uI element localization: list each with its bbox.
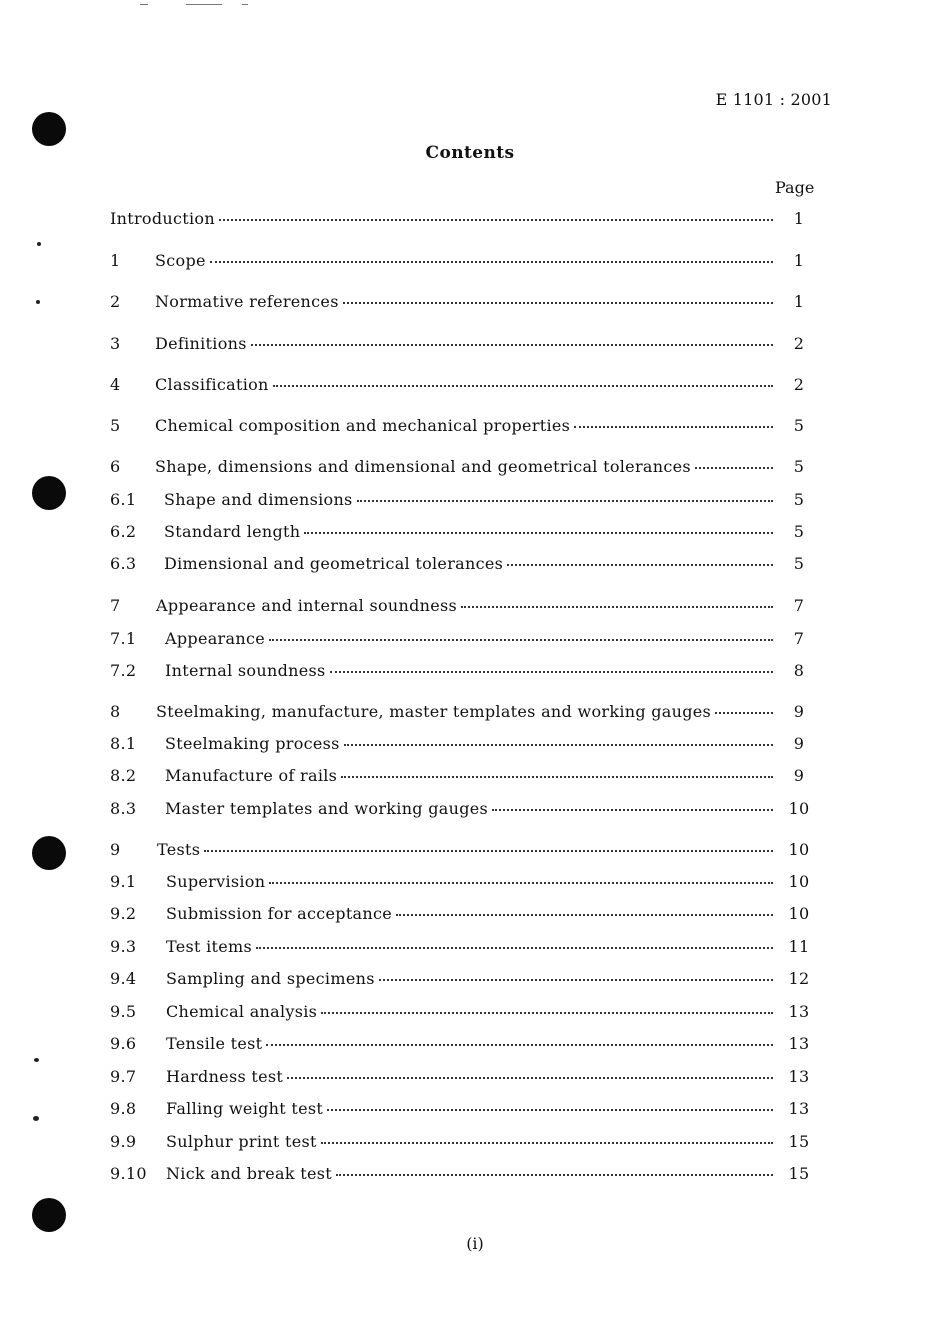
- toc-entry-page: 12: [788, 969, 810, 988]
- toc-subentry[interactable]: [110, 554, 815, 578]
- toc-subentry[interactable]: [110, 734, 815, 758]
- toc-subentry[interactable]: [110, 1132, 815, 1156]
- leader-dots: [715, 711, 773, 714]
- toc-entry-page: 7: [793, 629, 805, 648]
- toc-entry-page: 1: [793, 251, 805, 270]
- toc-entry-text: Tests: [157, 840, 201, 859]
- toc-entry[interactable]: [110, 702, 815, 726]
- toc-entry-page: 5: [793, 416, 805, 435]
- scan-mark: [140, 4, 148, 5]
- toc-entry-number: 9.3: [110, 937, 137, 956]
- toc-entry-number: 1: [110, 251, 121, 270]
- toc-entry-number: 8.3: [110, 799, 137, 818]
- scan-speck: [33, 1116, 39, 1121]
- toc-entry[interactable]: [110, 251, 815, 275]
- toc-entry-page: 8: [793, 661, 805, 680]
- toc-entry-page: 10: [788, 840, 810, 859]
- toc-entry-number: 9.2: [110, 904, 137, 923]
- toc-subentry[interactable]: [110, 937, 815, 961]
- leader-dots: [210, 260, 773, 263]
- toc-subentry[interactable]: [110, 1002, 815, 1026]
- toc-entry-page: 13: [788, 1099, 810, 1118]
- leader-dots: [321, 1141, 773, 1144]
- toc-subentry[interactable]: [110, 872, 815, 896]
- toc-entry-number: 6.2: [110, 522, 137, 541]
- toc-entry-page: 9: [793, 766, 805, 785]
- leader-dots: [266, 1043, 773, 1046]
- toc-entry-page: 5: [793, 522, 805, 541]
- toc-entry-text: Falling weight test: [166, 1099, 324, 1118]
- toc-entry-text: Submission for acceptance: [166, 904, 393, 923]
- toc-entry-number: 2: [110, 292, 121, 311]
- toc-subentry[interactable]: [110, 1034, 815, 1058]
- toc-entry-number: 8.2: [110, 766, 137, 785]
- leader-dots: [287, 1076, 773, 1079]
- toc-entry-number: 7.1: [110, 629, 137, 648]
- leader-dots: [507, 563, 773, 566]
- toc-entry-number: 5: [110, 416, 121, 435]
- toc-entry-text: Introduction: [110, 209, 215, 228]
- toc-entry-page: 7: [793, 596, 805, 615]
- toc-entry-text: Manufacture of rails: [165, 766, 338, 785]
- toc-entry-text: Shape and dimensions: [164, 490, 353, 509]
- toc-entry-text: Chemical composition and mechanical properties: [155, 416, 571, 435]
- toc-entry[interactable]: [110, 334, 815, 358]
- toc-entry-text: Tensile test: [166, 1034, 263, 1053]
- toc-entry-page: 10: [788, 872, 810, 891]
- scan-mark: [242, 4, 248, 5]
- leader-dots: [341, 775, 773, 778]
- leader-dots: [321, 1011, 773, 1014]
- leader-dots: [357, 499, 773, 502]
- toc-subentry[interactable]: [110, 1164, 815, 1188]
- toc-entry-page: 5: [793, 490, 805, 509]
- toc-subentry[interactable]: [110, 766, 815, 790]
- scan-speck: [37, 242, 41, 246]
- leader-dots: [251, 343, 773, 346]
- leader-dots: [343, 301, 773, 304]
- toc-entry-page: 2: [793, 375, 805, 394]
- toc-entry-page: 9: [793, 702, 805, 721]
- toc-entry-number: 9.6: [110, 1034, 137, 1053]
- toc-subentry[interactable]: [110, 904, 815, 928]
- punch-hole: [32, 1198, 66, 1232]
- scan-speck: [36, 300, 40, 304]
- toc-entry-text: Nick and break test: [166, 1164, 332, 1183]
- toc-entry[interactable]: [110, 375, 815, 399]
- punch-hole: [32, 112, 66, 146]
- toc-entry-text: Definitions: [155, 334, 247, 353]
- leader-dots: [269, 638, 773, 641]
- leader-dots: [204, 849, 773, 852]
- toc-entry-text: Chemical analysis: [166, 1002, 318, 1021]
- toc-entry-number: 7.2: [110, 661, 137, 680]
- toc-subentry[interactable]: [110, 1067, 815, 1091]
- toc-entry-text: Normative references: [155, 292, 339, 311]
- toc-entry-number: 9.10: [110, 1164, 147, 1183]
- toc-entry[interactable]: [110, 292, 815, 316]
- leader-dots: [461, 605, 773, 608]
- toc-entry-text: Shape, dimensions and dimensional and geometrical tolerances: [155, 457, 691, 476]
- toc-entry-text: Sulphur print test: [166, 1132, 317, 1151]
- toc-entry-text: Classification: [155, 375, 269, 394]
- toc-entry[interactable]: [110, 457, 815, 481]
- leader-dots: [269, 881, 773, 884]
- scan-mark: [186, 4, 222, 5]
- leader-dots: [219, 218, 773, 221]
- toc-subentry[interactable]: [110, 522, 815, 546]
- toc-entry-text: Hardness test: [166, 1067, 284, 1086]
- toc-entry-number: 9.1: [110, 872, 137, 891]
- scan-speck: [34, 1058, 39, 1062]
- toc-entry-number: 9.4: [110, 969, 137, 988]
- page-title: Contents: [425, 143, 515, 163]
- toc-subentry[interactable]: [110, 799, 815, 823]
- toc-entry-text: Internal soundness: [165, 661, 326, 680]
- toc-entry-number: 6.1: [110, 490, 137, 509]
- toc-entry-page: 5: [793, 554, 805, 573]
- punch-hole: [32, 476, 66, 510]
- leader-dots: [256, 946, 773, 949]
- page-number: (i): [466, 1234, 484, 1253]
- toc-entry[interactable]: [110, 416, 815, 440]
- toc-entry-text: Dimensional and geometrical tolerances: [164, 554, 504, 573]
- toc-entry-text: Scope: [155, 251, 206, 270]
- toc-entry-text: Sampling and specimens: [166, 969, 375, 988]
- toc-entry-number: 9.8: [110, 1099, 137, 1118]
- toc-entry-text: Appearance: [165, 629, 265, 648]
- toc-entry-number: 4: [110, 375, 121, 394]
- toc-entry-page: 13: [788, 1034, 810, 1053]
- toc-entry[interactable]: [110, 596, 815, 620]
- toc-subentry[interactable]: [110, 490, 815, 514]
- leader-dots: [273, 384, 773, 387]
- toc-entry-page: 5: [793, 457, 805, 476]
- punch-hole: [32, 836, 66, 870]
- toc-entry-text: Master templates and working gauges: [165, 799, 489, 818]
- toc-entry-page: 2: [793, 334, 805, 353]
- page-column-label: Page: [775, 178, 815, 197]
- leader-dots: [327, 1108, 773, 1111]
- document-number: E 1101 : 2001: [715, 90, 832, 109]
- toc-entry-introduction[interactable]: [110, 209, 815, 233]
- toc-entry-text: Steelmaking process: [165, 734, 340, 753]
- toc-entry-number: 9.9: [110, 1132, 137, 1151]
- leader-dots: [330, 670, 773, 673]
- leader-dots: [396, 913, 773, 916]
- toc-entry-text: Steelmaking, manufacture, master templates and working gauges: [156, 702, 712, 721]
- toc-entry-number: 8: [110, 702, 121, 721]
- toc-entry-page: 13: [788, 1002, 810, 1021]
- toc-subentry[interactable]: [110, 969, 815, 993]
- toc-entry-number: 8.1: [110, 734, 137, 753]
- toc-entry-number: 6.3: [110, 554, 137, 573]
- leader-dots: [492, 808, 773, 811]
- toc-entry-number: 3: [110, 334, 121, 353]
- toc-entry-number: 6: [110, 457, 121, 476]
- toc-entry-page: 9: [793, 734, 805, 753]
- toc-entry-text: Supervision: [166, 872, 266, 891]
- toc-entry-text: Test items: [166, 937, 253, 956]
- toc-entry-number: 7: [110, 596, 121, 615]
- toc-entry-page: 11: [788, 937, 810, 956]
- toc-entry-page: 10: [788, 799, 810, 818]
- toc-subentry[interactable]: [110, 661, 815, 685]
- leader-dots: [336, 1173, 773, 1176]
- toc-entry-page: 1: [793, 209, 805, 228]
- leader-dots: [304, 531, 773, 534]
- leader-dots: [695, 466, 773, 469]
- toc-entry-number: 9: [110, 840, 121, 859]
- leader-dots: [574, 425, 773, 428]
- toc-entry-number: 9.5: [110, 1002, 137, 1021]
- toc-subentry[interactable]: [110, 629, 815, 653]
- toc-subentry[interactable]: [110, 1099, 815, 1123]
- leader-dots: [344, 743, 773, 746]
- toc-entry-text: Standard length: [164, 522, 301, 541]
- toc-entry-page: 15: [788, 1164, 810, 1183]
- toc-entry-page: 10: [788, 904, 810, 923]
- toc-entry-page: 15: [788, 1132, 810, 1151]
- toc-entry-text: Appearance and internal soundness: [156, 596, 458, 615]
- toc-entry[interactable]: [110, 840, 815, 864]
- toc-entry-page: 1: [793, 292, 805, 311]
- toc-entry-page: 13: [788, 1067, 810, 1086]
- leader-dots: [379, 978, 773, 981]
- toc-entry-number: 9.7: [110, 1067, 137, 1086]
